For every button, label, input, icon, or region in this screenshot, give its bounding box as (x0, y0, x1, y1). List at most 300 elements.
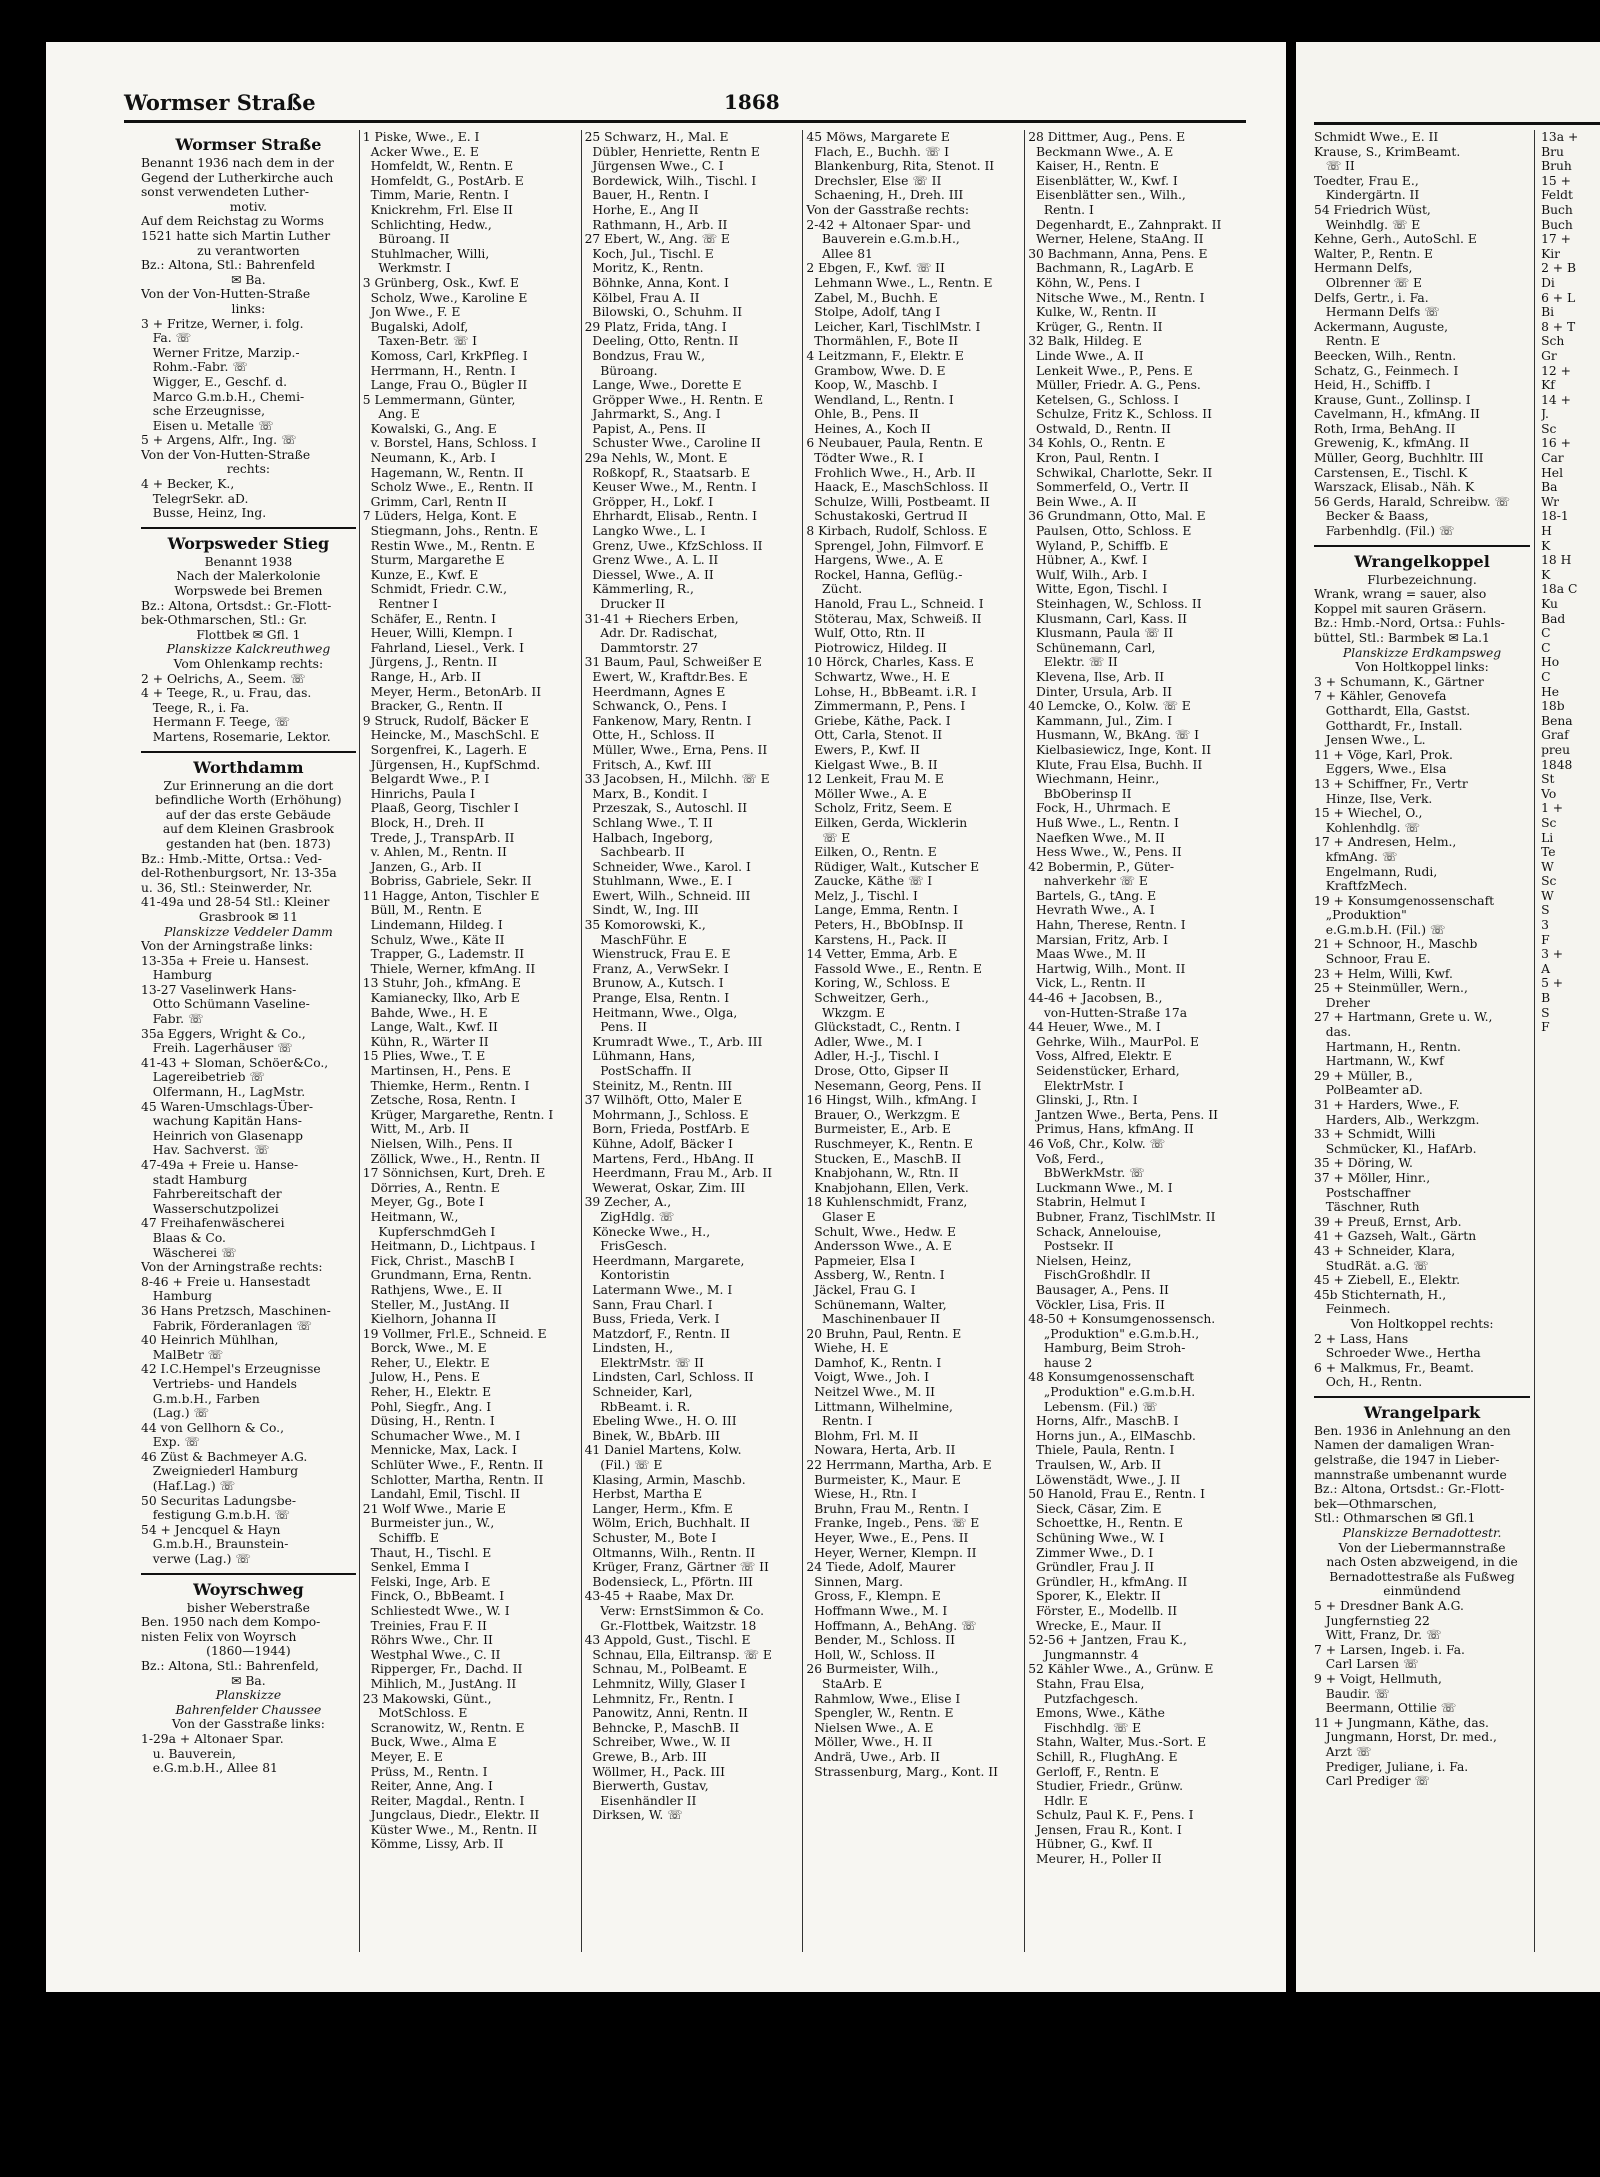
entry-line: Kohlenhdlg. ☏ (1314, 820, 1420, 835)
entry-line: Husmann, W., BkAng. ☏ I (1028, 728, 1199, 743)
entry-line: Horns jun., A., ElMaschb. (1028, 1428, 1196, 1443)
entry-line: 5 + Argens, Alfr., Ing. ☏ (141, 433, 297, 448)
entry-line: Röhrs Wwe., Chr. II (362, 1633, 493, 1648)
entry-line: Treinies, Frau F. II (362, 1618, 487, 1633)
entry-line: Luckmann Wwe., M. I (1028, 1180, 1173, 1195)
entry-line: Vick, L., Rentn. II (1028, 976, 1146, 991)
entry-line: 40 Heinrich Mühlhan, (141, 1333, 279, 1348)
entry-line: ElektrMstr. ☏ II (584, 1355, 704, 1370)
entry-line: e.G.m.b.H. (Fil.) ☏ (1314, 922, 1446, 937)
entry-line: Ehrhardt, Elisab., Rentn. I (584, 509, 758, 524)
entry-line: Bruh (1541, 159, 1572, 174)
entry-line: MaschFühr. E (584, 932, 687, 947)
entry-line: Hinrichs, Paula I (362, 786, 475, 801)
entry-line: Bahde, Wwe., H. E (362, 1005, 488, 1020)
entry-line: 1 + (1541, 801, 1564, 816)
entry-line: Wöllmer, H., Pack. III (584, 1764, 725, 1779)
right-page-columns (1314, 130, 1600, 1952)
entry-line: Trapper, G., Lademstr. II (362, 947, 525, 962)
entry-line: 41 Daniel Martens, Kolw. (584, 1443, 742, 1458)
entry-line: Schatz, G., Feinmech. I (1314, 363, 1459, 378)
entry-line: Grewenig, K., kfmAng. II (1314, 436, 1470, 451)
entry-line: Eilken, O., Rentn. E (806, 845, 937, 860)
entry-line: Blankenburg, Rita, Stenot. II (806, 159, 995, 174)
entry-line: Nesemann, Georg, Pens. II (806, 1078, 982, 1093)
entry-line: Stucken, E., MaschB. II (806, 1151, 962, 1166)
entry-line: Trede, J., TranspArb. II (362, 830, 515, 845)
entry-line: Diessel, Wwe., A. II (584, 567, 714, 582)
entry-line: Thiele, Werner, kfmAng. II (362, 961, 536, 976)
entry-line: Knickrehm, Frl. Else II (362, 202, 513, 217)
entry-line: F (1541, 932, 1550, 947)
entry-line: Rentn. E (1314, 334, 1380, 349)
entry-line: FrisGesch. (584, 1239, 668, 1254)
entry-line: Keuser Wwe., M., Rentn. I (584, 480, 757, 495)
entry-line: Ebeling Wwe., H. O. III (584, 1414, 737, 1429)
entry-line: 30 Bachmann, Anna, Pens. E (1028, 246, 1208, 261)
entry-line: Lehmnitz, Willy, Glaser I (584, 1676, 746, 1691)
entry-line: Lebensm. (Fil.) ☏ (1028, 1399, 1158, 1414)
entry-line: 44 von Gellhorn & Co., (141, 1420, 284, 1435)
entry-line: Carl Prediger ☏ (1314, 1774, 1430, 1789)
entry-line: Timm, Marie, Rentn. I (362, 188, 509, 203)
entry-line: Carl Larsen ☏ (1314, 1657, 1419, 1672)
entry-line: Jungmannstr. 4 (1028, 1647, 1139, 1662)
columns (138, 130, 1246, 1952)
entry-line: Prediger, Juliane, i. Fa. (1314, 1759, 1469, 1774)
entry-line: Schuster Wwe., Caroline II (584, 436, 761, 451)
entry-line: 9 + Voigt, Hellmuth, (1314, 1671, 1442, 1686)
entry-line: Schneider, Karl, (584, 1385, 693, 1400)
entry-line: Stuhlmann, Wwe., E. I (584, 874, 733, 889)
entry-line: Hanold, Frau L., Schneid. I (806, 597, 984, 611)
entry-line: Klasing, Armin, Maschb. (584, 1472, 746, 1487)
entry-line: Krüger, G., Rentn. II (1028, 319, 1163, 334)
entry-line: Franz, A., VerwSekr. I (584, 961, 729, 976)
entry-line: Meyer, Gg., Bote I (362, 1195, 484, 1210)
entry-line: 45b Stichternath, H., (1314, 1287, 1447, 1302)
entry-line: Buch (1541, 217, 1573, 232)
entry-line: Arzt ☏ (1314, 1744, 1372, 1759)
entry-line: Meurer, H., Poller II (1028, 1852, 1162, 1867)
entry-line: Holl, W., Schloss. II (806, 1647, 935, 1662)
entry-line: 18 H (1541, 553, 1572, 568)
entry-line: Schulz, Paul K. F., Pens. I (1028, 1808, 1194, 1823)
entry-line: Paulsen, Otto, Schloss. E (1028, 524, 1192, 539)
entry-line: Adler, H.-J., Tischl. I (806, 1049, 939, 1064)
entry-line: Löwenstädt, Wwe., J. II (1028, 1472, 1181, 1487)
entry-line: Klute, Frau Elsa, Buchh. II (1028, 757, 1203, 772)
entry-line: Restin Wwe., M., Rentn. E (362, 538, 535, 553)
entry-line: Thormählen, F., Bote II (806, 334, 959, 349)
right-column-a (1314, 130, 1535, 1952)
entry-line: Benannt 1936 nach dem in der (141, 156, 334, 170)
entry-line: Jungclaus, Diedr., Elektr. II (362, 1808, 540, 1823)
entry-line: Freih. Lagerhäuser ☏ (141, 1041, 293, 1056)
entry-line: sonst verwendeten Luther- (141, 185, 310, 200)
entry-line: nahverkehr ☏ E (1028, 874, 1148, 889)
entry-line: Littmann, Wilhelmine, (806, 1399, 953, 1414)
entry-line: Ripperger, Fr., Dachd. II (362, 1662, 523, 1677)
entry-line: Bondzus, Frau W., (584, 348, 706, 363)
entry-line: Nielsen Wwe., A. E (806, 1720, 934, 1735)
entry-line: Stahn, Walter, Mus.-Sort. E (1028, 1735, 1207, 1750)
entry-line: Kielhorn, Johanna II (362, 1312, 497, 1327)
entry-line: 22 Herrmann, Martha, Arb. E (806, 1458, 992, 1473)
entry-line: Warszack, Elisab., Näh. K (1314, 480, 1475, 495)
entry-line: Lühmann, Hans, (584, 1049, 696, 1064)
entry-line: Bad (1541, 611, 1566, 626)
entry-line: „Produktion" e.G.m.b.H., (1028, 1326, 1200, 1341)
entry-line: FischGroßhdlr. II (1028, 1268, 1151, 1283)
entry-line: Schaening, H., Dreh. III (806, 188, 964, 203)
entry-line: Martens, Rosemarie, Lektor. (141, 729, 331, 744)
entry-line: Gründler, Frau J. II (1028, 1560, 1155, 1575)
entry-line: 19 Vollmer, Frl.E., Schneid. E (362, 1326, 547, 1341)
entry-line: einmündend (1383, 1584, 1461, 1599)
entry-line: Block, H., Dreh. II (362, 815, 485, 830)
entry-line: Werkmstr. I (362, 261, 451, 276)
entry-line: ☏ II (1314, 159, 1355, 174)
entry-line: Seidenstücker, Erhard, (1028, 1064, 1180, 1078)
entry-line: 7 + Kähler, Genovefa (1314, 689, 1447, 704)
entry-line: W (1541, 859, 1554, 874)
column-4 (803, 130, 1025, 1952)
entry-line: Voß, Ferd., (1028, 1151, 1104, 1166)
entry-line: Täschner, Ruth (1314, 1200, 1420, 1215)
entry-line: Gerloff, F., Rentn. E (1028, 1764, 1159, 1779)
entry-line: Sc (1541, 421, 1557, 436)
entry-line: Schwartz, Wwe., H. E (806, 669, 951, 684)
entry-line: Thaut, H., Tischl. E (362, 1545, 492, 1560)
entry-line: Dreher (1314, 995, 1370, 1010)
entry-line: Binek, W., BbArb. III (584, 1428, 720, 1443)
entry-line: 33 + Schmidt, Willi (1314, 1127, 1436, 1142)
entry-line: Schlang Wwe., T. II (584, 815, 713, 830)
entry-line: auf der das erste Gebäude (165, 807, 331, 822)
entry-line: 3 Grünberg, Osk., Kwf. E (362, 275, 519, 290)
page-number: 1868 (724, 90, 780, 114)
entry-line: Grundmann, Erna, Rentn. (362, 1268, 532, 1283)
entry-line: 21 + Schnoor, H., Maschb (1314, 937, 1478, 952)
entry-line: Schweitzer, Gerh., (806, 991, 929, 1006)
entry-line: Kammann, Jul., Zim. I (1028, 713, 1173, 728)
entry-line: Vöckler, Lisa, Fris. II (1028, 1297, 1165, 1312)
entry-line: (Fil.) ☏ E (584, 1458, 663, 1473)
entry-line: Koop, W., Maschb. I (806, 378, 938, 393)
entry-line: 2 Ebgen, F., Kwf. ☏ II (806, 261, 945, 276)
entry-line: Mohrmann, J., Schloss. E (584, 1107, 749, 1122)
entry-line: Kaiser, H., Rentn. E (1028, 159, 1159, 174)
entry-line: Martinsen, H., Pens. E (362, 1064, 512, 1078)
entry-line: Olbrenner ☏ E (1314, 275, 1422, 290)
entry-line: links: (231, 301, 266, 316)
entry-line: Lenkeit Wwe., P., Pens. E (1028, 363, 1193, 378)
entry-line: Sporer, K., Elektr. II (1028, 1589, 1161, 1604)
entry-line: Damhof, K., Rentn. I (806, 1355, 942, 1370)
entry-line: Zaucke, Käthe ☏ I (806, 874, 933, 889)
entry-line: Przeszak, S., Autoschl. II (584, 801, 748, 816)
entry-line: Schoettke, H., Rentn. E (1028, 1516, 1183, 1531)
entry-line: Wr (1541, 494, 1560, 509)
entry-line: Dirksen, W. ☏ (584, 1808, 683, 1823)
entry-line: Küster Wwe., M., Rentn. II (362, 1822, 538, 1837)
entry-line: Schmidt, Friedr. C.W., (362, 582, 508, 597)
entry-line: Karstens, H., Pack. II (806, 932, 947, 947)
entry-line: Kowalski, G., Ang. E (362, 421, 497, 436)
entry-line: Wasserschutzpolizei (141, 1201, 279, 1216)
entry-line: Sieck, Cäsar, Zim. E (1028, 1501, 1162, 1516)
entry-line: 18 Kuhlenschmidt, Franz, (806, 1195, 968, 1210)
entry-line: Sindt, W., Ing. III (584, 903, 699, 918)
entry-line: Kühne, Adolf, Bäcker I (584, 1136, 733, 1151)
street-heading: Wormser Straße (175, 135, 322, 154)
entry-line: Wulf, Wilh., Arb. I (1028, 567, 1148, 582)
entry-line: Heitmann, Wwe., Olga, (584, 1005, 738, 1020)
entry-line: Stöterau, Max, Schweiß. II (806, 611, 982, 626)
entry-line: Moritz, K., Rentn. (584, 261, 704, 276)
right-page (1296, 42, 1600, 1992)
entry-line: 45 Möws, Margarete E (806, 130, 950, 144)
entry-line: Müller, Wwe., Erna, Pens. II (584, 742, 768, 757)
entry-line: Zimmermann, P., Pens. I (806, 699, 966, 714)
entry-line: 19 + Konsumgenossenschaft (1314, 893, 1495, 908)
entry-line: Krüger, Franz, Gärtner ☏ II (584, 1560, 769, 1575)
entry-line: Hübner, A., Kwf. I (1028, 553, 1148, 568)
entry-line: Jäckel, Frau G. I (806, 1282, 916, 1297)
entry-line: 37 + Möller, Hinr., (1314, 1170, 1431, 1185)
entry-line: Jürgensen Wwe., C. I (584, 159, 724, 174)
entry-line: Könecke Wwe., H., (584, 1224, 711, 1239)
entry-line: 6 Neubauer, Paula, Rentn. E (806, 436, 983, 451)
entry-line: 8 + T (1541, 319, 1576, 334)
entry-line: Schulze, Willi, Postbeamt. II (806, 494, 990, 509)
entry-line: Nach der Malerkolonie (176, 569, 321, 584)
entry-line: Burmeister jun., W., (362, 1516, 495, 1531)
entry-line: Li (1541, 830, 1554, 845)
entry-line: 31-41 + Riechers Erben, (584, 611, 739, 626)
entry-line: Witt, Franz, Dr. ☏ (1314, 1628, 1442, 1643)
entry-line: Ku (1541, 597, 1558, 611)
map-reference: Planskizze Bernadottestr. (1342, 1526, 1502, 1541)
entry-line: Müller, Georg, Buchhltr. III (1314, 451, 1484, 466)
entry-line: Fa. ☏ (141, 331, 191, 346)
entry-line: Wrank, wrang = sauer, also (1314, 587, 1487, 602)
entry-line: 18-1 (1541, 509, 1569, 524)
entry-line: Hel (1541, 465, 1563, 480)
entry-line: Haack, E., MaschSchloss. II (806, 480, 989, 495)
entry-line: Thiemke, Herm., Rentn. I (362, 1078, 530, 1093)
entry-line: PostSchaffn. II (584, 1064, 692, 1078)
entry-line: gestanden hat (ben. 1873) (166, 836, 331, 851)
entry-line: Lindsten, Carl, Schloss. II (584, 1370, 754, 1385)
entry-line: Cavelmann, H., kfmAng. II (1314, 407, 1480, 422)
entry-line: 54 Friedrich Wüst, (1314, 202, 1431, 217)
entry-line: Stolpe, Adolf, tAng I (806, 305, 941, 320)
entry-line: Bausager, A., Pens. II (1028, 1282, 1169, 1297)
entry-line: Wkzgm. E (806, 1005, 885, 1020)
entry-line: Jensen Wwe., L. (1314, 733, 1426, 748)
entry-line: Bruhn, Frau M., Rentn. I (806, 1501, 969, 1516)
entry-line: Wiehe, H. E (806, 1341, 889, 1356)
entry-line: gelstraße, die 1947 in Lieber- (1314, 1453, 1500, 1468)
entry-line: 18a C (1541, 582, 1578, 597)
entry-line: Scholz, Fritz, Seem. E (806, 801, 953, 816)
entry-line: Melz, J., Tischl. I (806, 888, 918, 903)
page-title: Wormser Straße (124, 90, 316, 115)
entry-line: ✉ Ba. (231, 272, 266, 287)
entry-line: Sinnen, Marg. (806, 1574, 904, 1589)
entry-line: Köhn, W., Pens. I (1028, 275, 1141, 290)
entry-line: Putzfachgesch. (1028, 1691, 1139, 1706)
entry-line: 3 + Schumann, K., Gärtner (1314, 674, 1484, 689)
entry-line: Brauer, O., Werkzgm. E (806, 1107, 961, 1122)
entry-line: Schlüter Wwe., F., Rentn. II (362, 1458, 544, 1473)
entry-line: Kehne, Gerh., AutoSchl. E (1314, 232, 1477, 247)
entry-line: Kühn, R., Wärter II (362, 1034, 489, 1049)
entry-line: Graf (1541, 728, 1569, 743)
entry-line: Weinhdlg. ☏ E (1314, 217, 1421, 232)
entry-line: 2 + Lass, Hans (1314, 1331, 1409, 1346)
entry-line: Elektr. ☏ II (1028, 655, 1118, 670)
entry-line: Glinski, J., Rtn. I (1028, 1093, 1138, 1108)
column-5 (1025, 130, 1246, 1952)
entry-line: Müller, Friedr. A. G., Pens. (1028, 378, 1201, 393)
entry-line: Homfeldt, G., PostArb. E (362, 173, 524, 188)
entry-line: Schliestedt Wwe., W. I (362, 1603, 510, 1618)
entry-line: 21 Wolf Wwe., Marie E (362, 1501, 507, 1516)
entry-line: 54 + Jencquel & Hayn (141, 1522, 281, 1537)
entry-line: Born, Frieda, PostfArb. E (584, 1122, 750, 1137)
entry-line: Heitmann, D., Lichtpaus. I (362, 1239, 536, 1254)
entry-line: 7 Lüders, Helga, Kont. E (362, 509, 517, 524)
entry-line: StudRät. a.G. ☏ (1314, 1258, 1429, 1273)
entry-line: Hoffmann Wwe., M. I (806, 1603, 948, 1618)
entry-line: Degenhardt, E., Zahnprakt. II (1028, 217, 1222, 232)
entry-line: Busse, Heinz, Ing. (141, 506, 267, 521)
entry-line: Ben. 1936 in Anlehnung an den (1314, 1423, 1511, 1438)
entry-line: Lange, Frau O., Bügler II (362, 378, 528, 393)
entry-line: Witte, Egon, Tischl. I (1028, 582, 1168, 597)
entry-line: Lange, Wwe., Dorette E (584, 378, 742, 393)
entry-line: 13-27 Vaselinwerk Hans- (141, 982, 297, 997)
entry-line: 36 Grundmann, Otto, Mal. E (1028, 509, 1206, 524)
entry-line: 5 Lemmermann, Günter, (362, 392, 516, 407)
entry-line: Drose, Otto, Gipser II (806, 1064, 949, 1078)
entry-line: Bilowski, O., Schuhm. II (584, 305, 743, 320)
entry-line: Delfs, Gertr., i. Fa. (1314, 290, 1429, 305)
map-reference: Planskizze Erdkampsweg (1342, 645, 1502, 660)
entry-line: Rentn. I (1028, 202, 1094, 217)
entry-line: 16 Hingst, Wilh., kfmAng. I (806, 1093, 977, 1108)
entry-line: 2 + B (1541, 261, 1577, 276)
entry-line: Hübner, G., Kwf. II (1028, 1837, 1153, 1852)
entry-line: 56 Gerds, Harald, Schreibw. ☏ (1314, 494, 1510, 509)
entry-line: Schwikal, Charlotte, Sekr. II (1028, 465, 1213, 480)
entry-line: Ho (1541, 655, 1560, 670)
entry-line: 3 + (1541, 947, 1564, 962)
entry-line: Bartels, G., tAng. E (1028, 888, 1157, 903)
entry-line: W (1541, 888, 1554, 903)
section-divider (141, 527, 356, 529)
entry-line: Reher, H., Elektr. E (362, 1385, 492, 1400)
entry-line: Heines, A., Koch II (806, 421, 931, 436)
entry-line: 52 Kähler Wwe., A., Grünw. E (1028, 1662, 1214, 1677)
entry-line: Spengler, W., Rentn. E (806, 1706, 954, 1721)
entry-line: Schuster, M., Bote I (584, 1531, 717, 1545)
entry-line: 6 + Malkmus, Fr., Beamt. (1314, 1360, 1474, 1375)
entry-line: 14 + (1541, 392, 1571, 407)
entry-line: Sc (1541, 874, 1557, 889)
entry-line: Dinter, Ursula, Arb. II (1028, 684, 1172, 699)
entry-line: 15 Plies, Wwe., T. E (362, 1049, 486, 1064)
entry-line: Feinmech. (1314, 1302, 1391, 1317)
entry-line: befindliche Worth (Erhöhung) (155, 793, 342, 808)
entry-line: Von der Arningstraße links: (141, 939, 313, 954)
entry-line: 12 + (1541, 363, 1571, 378)
entry-line: Fick, Christ., MaschB I (362, 1253, 515, 1268)
entry-line: Heincke, M., MaschSchl. E (362, 728, 540, 743)
entry-line: Maas Wwe., M. II (1028, 947, 1146, 962)
entry-line: Hevrath Wwe., A. I (1028, 903, 1155, 918)
entry-line: Exp. ☏ (141, 1435, 200, 1450)
entry-line: Mennicke, Max, Lack. I (362, 1443, 517, 1458)
entry-line: Bracker, G., Rentn. II (362, 699, 503, 714)
entry-line: Andersson Wwe., A. E (806, 1239, 952, 1254)
entry-line: Schill, R., FlughAng. E (1028, 1749, 1178, 1764)
entry-line: Wyland, P., Schiffb. E (1028, 538, 1169, 553)
entry-line: MalBetr ☏ (141, 1347, 224, 1362)
entry-line: S (1541, 903, 1550, 918)
entry-line: Schack, Annelouise, (1028, 1224, 1162, 1239)
entry-line: Von Holtkoppel rechts: (1350, 1316, 1494, 1331)
entry-line: Postschaffner (1314, 1185, 1411, 1200)
entry-line: Blohm, Frl. M. II (806, 1428, 919, 1443)
entry-line: ✉ Ba. (231, 1673, 266, 1688)
entry-line: Meyer, Herm., BetonArb. II (362, 684, 542, 699)
entry-line: 23 + Helm, Willi, Kwf. (1314, 966, 1453, 981)
entry-line: Olfermann, H., LagMstr. (141, 1085, 306, 1100)
entry-line: Hamburg (141, 1289, 212, 1304)
entry-line: Landahl, Emil, Tischl. II (362, 1487, 520, 1502)
entry-line: 40 Lemcke, O., Kolw. ☏ E (1028, 699, 1191, 714)
entry-line: 11 Hagge, Anton, Tischler E (362, 888, 540, 903)
entry-line: Emons, Wwe., Käthe (1028, 1706, 1165, 1721)
entry-line: Jahrmarkt, S., Ang. I (584, 407, 721, 422)
entry-line: Prange, Elsa, Rentn. I (584, 991, 730, 1006)
entry-line: Schroeder Wwe., Hertha (1314, 1346, 1481, 1361)
entry-line: 17 + Andresen, Helm., (1314, 835, 1457, 850)
entry-line: Gröpper Wwe., H. Rentn. E (584, 392, 764, 407)
entry-line: Zimmer Wwe., D. I (1028, 1545, 1154, 1560)
entry-line: Reiter, Magdal., Rentn. I (362, 1793, 525, 1808)
entry-line: Senkel, Emma I (362, 1560, 470, 1575)
entry-line: Büll, M., Rentn. E (362, 903, 482, 918)
entry-line: 27 + Hartmann, Grete u. W., (1314, 1010, 1493, 1025)
entry-line: Hermann Delfs ☏ (1314, 305, 1440, 320)
entry-line: 26 Burmeister, Wilh., (806, 1662, 939, 1677)
entry-line: v. Ahlen, M., Rentn. II (362, 845, 507, 860)
entry-line: Büroang. II (362, 232, 450, 247)
entry-line: Taxen-Betr. ☏ I (362, 334, 478, 349)
entry-line: Herbst, Martha E (584, 1487, 703, 1502)
street-heading: Wrangelpark (1363, 1402, 1481, 1422)
entry-line: Lindsten, H., (584, 1341, 674, 1356)
entry-line: Bz.: Hmb.-Nord, Ortsa.: Fuhls- (1314, 616, 1505, 631)
entry-line: Te (1541, 845, 1556, 860)
entry-line: Bru (1541, 144, 1564, 159)
entry-line: 31 Baum, Paul, Schweißer E (584, 655, 762, 670)
